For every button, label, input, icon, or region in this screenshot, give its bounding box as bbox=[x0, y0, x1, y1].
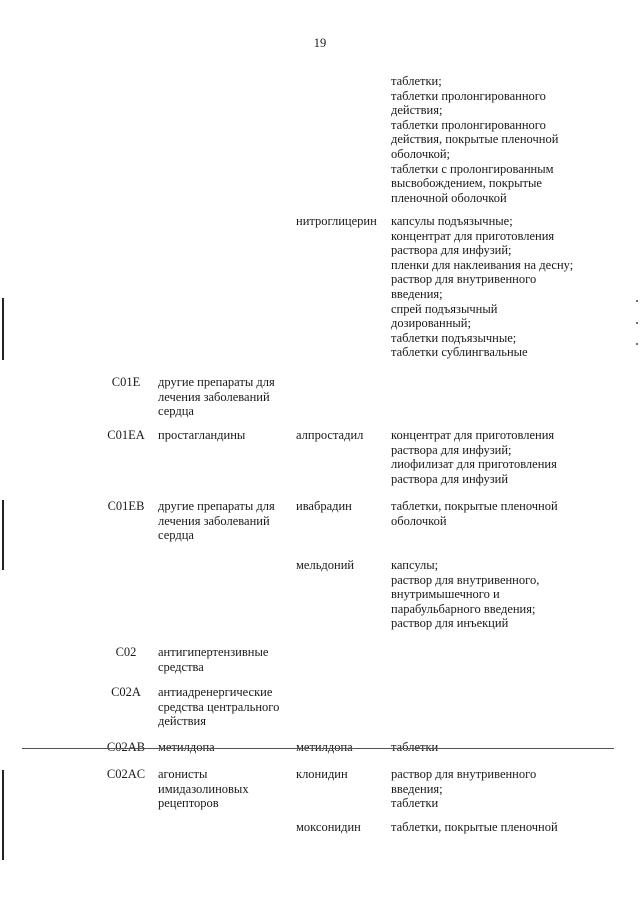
atc-code: C02AB bbox=[106, 740, 146, 754]
dosage-forms: раствор для внутривенного введения; таблетки bbox=[391, 767, 537, 811]
anatomical-group: антиадренергические средства центрального действия bbox=[158, 685, 280, 729]
drug-name: ивабрадин bbox=[296, 499, 352, 513]
atc-code: C02AC bbox=[106, 767, 146, 781]
drug-name: мельдоний bbox=[296, 558, 355, 572]
dosage-forms: таблетки; таблетки пролонгированного действия; таблетки пролонгированного действия, покрытые пленочной оболочкой; таблетки с пролонгированным высвобождением, покрытые пленочной оболочкой bbox=[391, 74, 559, 205]
atc-code: C02A bbox=[111, 685, 141, 699]
atc-code: C01EB bbox=[107, 499, 145, 513]
anatomical-group: агонисты имидазолиновых рецепторов bbox=[158, 767, 249, 811]
scan-speck bbox=[636, 300, 638, 302]
drug-name: клонидин bbox=[296, 767, 348, 781]
anatomical-group: простагландины bbox=[158, 428, 246, 442]
drug-name: моксонидин bbox=[296, 820, 361, 834]
anatomical-group: метилдопа bbox=[158, 740, 215, 754]
atc-code: C01E bbox=[111, 375, 141, 389]
dosage-forms: капсулы подъязычные; концентрат для приготовления раствора для инфузий; пленки для наклеивания на десну; раствор для внутривенного введения; спрей подъязычный дозированный; таблетки подъязычные; таблетки сублингвальные bbox=[391, 214, 574, 360]
dosage-forms: таблетки, покрытые пленочной оболочкой bbox=[391, 499, 558, 528]
scan-edge-mark bbox=[2, 298, 4, 360]
anatomical-group: другие препараты для лечения заболеваний сердца bbox=[158, 375, 275, 419]
dosage-forms: концентрат для приготовления раствора для инфузий; лиофилизат для приготовления раствора для инфузий bbox=[391, 428, 557, 486]
atc-code: C02 bbox=[115, 645, 137, 659]
anatomical-group: антигипертензивные средства bbox=[158, 645, 269, 674]
drug-name: метилдопа bbox=[296, 740, 353, 754]
drug-name: алпростадил bbox=[296, 428, 364, 442]
scan-edge-mark bbox=[2, 500, 4, 570]
atc-code: C01EA bbox=[107, 428, 145, 442]
drug-name: нитроглицерин bbox=[296, 214, 377, 228]
anatomical-group: другие препараты для лечения заболеваний сердца bbox=[158, 499, 275, 543]
dosage-forms: капсулы; раствор для внутривенного, внутримышечного и парабульбарного введения; раствор для инъекций bbox=[391, 558, 540, 631]
scan-edge-mark bbox=[2, 770, 4, 860]
scan-speck bbox=[636, 322, 638, 324]
dosage-forms: таблетки bbox=[391, 740, 439, 754]
strikethrough-line bbox=[22, 748, 614, 749]
scan-speck bbox=[636, 343, 638, 345]
dosage-forms: таблетки, покрытые пленочной bbox=[391, 820, 558, 834]
page-number: 19 bbox=[313, 36, 327, 50]
